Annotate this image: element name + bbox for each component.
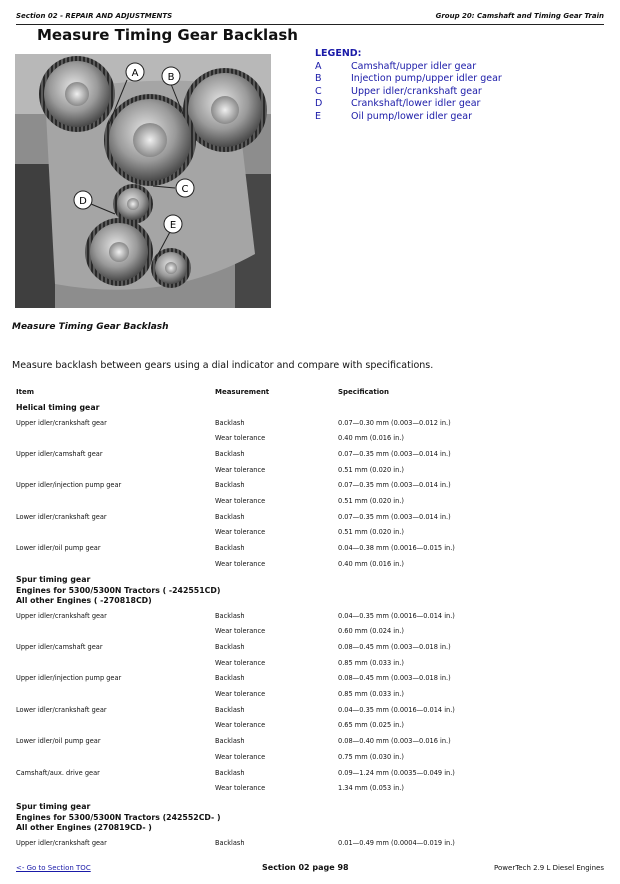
callout-c (176, 179, 194, 197)
item-cell: Upper idler/crankshaft gear (16, 838, 107, 847)
specification-cell: 0.04—0.35 mm (0.0016—0.014 in.) (338, 611, 455, 620)
section-title: Section 02 - REPAIR AND ADJUSTMENTS (16, 12, 173, 20)
svg-text:D: D (79, 196, 87, 207)
specification-cell: 0.51 mm (0.020 in.) (338, 528, 404, 537)
specification-cell: 0.51 mm (0.020 in.) (338, 465, 404, 474)
specification-cell: 0.07—0.30 mm (0.003—0.012 in.) (338, 418, 451, 427)
gear-train-photo (15, 54, 271, 308)
specification-cell: 0.40 mm (0.016 in.) (338, 559, 404, 568)
table-section-title: Helical timing gear (16, 403, 100, 412)
specification-cell: 0.09—1.24 mm (0.0035—0.049 in.) (338, 768, 455, 777)
callout-e (164, 215, 182, 233)
measurement-cell: Backlash (215, 418, 245, 427)
svg-text:A: A (131, 68, 139, 79)
item-cell: Upper idler/crankshaft gear (16, 611, 107, 620)
specification-cell: 0.60 mm (0.024 in.) (338, 627, 404, 636)
measurement-cell: Backlash (215, 544, 245, 553)
specification-cell: 0.51 mm (0.020 in.) (338, 497, 404, 505)
measurement-cell: Backlash (215, 838, 245, 847)
specification-cell: 0.01—0.49 mm (0.0004—0.019 in.) (338, 838, 455, 847)
svg-text:E: E (169, 220, 177, 231)
item-cell: Lower idler/oil pump gear (16, 737, 101, 746)
specification-cell: 0.08—0.40 mm (0.003—0.016 in.) (338, 737, 451, 746)
table-section-title: Spur timing gear Engines for 5300/5300N Tractors (242552CD- ) All other Engines (270819CD- ) (16, 802, 221, 832)
measurement-cell: Wear tolerance (215, 559, 266, 568)
measurement-cell: Wear tolerance (215, 497, 266, 505)
item-cell: Upper idler/camshaft gear (16, 642, 103, 651)
specification-cell: 0.75 mm (0.030 in.) (338, 752, 404, 761)
column-header-item: Item (16, 388, 34, 396)
measurement-cell: Backlash (215, 512, 245, 521)
item-cell: Camshaft/aux. drive gear (16, 768, 100, 777)
legend-item: E Oil pump/lower idler gear (315, 110, 472, 122)
specification-cell: 0.08—0.45 mm (0.003—0.018 in.) (338, 642, 451, 651)
legend (315, 48, 502, 123)
item-cell: Lower idler/crankshaft gear (16, 512, 107, 521)
specification-cell: 0.85 mm (0.033 in.) (338, 658, 404, 667)
section-subtitle: Measure Timing Gear Backlash (12, 322, 169, 332)
column-header-measurement: Measurement (215, 388, 270, 396)
specification-cell: 0.40 mm (0.016 in.) (338, 434, 404, 443)
callout-b (162, 67, 180, 85)
measurement-cell: Wear tolerance (215, 465, 266, 474)
measurement-cell: Wear tolerance (215, 784, 266, 793)
product-name: PowerTech 2.9 L Diesel Engines (494, 864, 604, 872)
legend-item: A Camshaft/upper idler gear (315, 61, 477, 72)
intro-paragraph: Measure backlash between gears using a dial indicator and compare with specifications. (12, 360, 434, 371)
measurement-cell: Wear tolerance (215, 528, 266, 537)
gear-train-illustration (15, 54, 271, 308)
legend-heading: LEGEND: (315, 48, 362, 59)
measurement-cell: Wear tolerance (215, 752, 266, 761)
measurement-cell: Backlash (215, 674, 245, 683)
legend-item: B Injection pump/upper idler gear (315, 73, 502, 85)
item-cell: Upper idler/camshaft gear (16, 449, 103, 458)
item-cell: Upper idler/injection pump gear (16, 674, 122, 683)
measurement-cell: Backlash (215, 481, 245, 490)
legend-item: D Crankshaft/lower idler gear (315, 98, 481, 110)
measurement-cell: Backlash (215, 705, 245, 714)
page-title: Measure Timing Gear Backlash (37, 26, 298, 44)
item-cell: Lower idler/crankshaft gear (16, 705, 107, 714)
page-footer (16, 864, 604, 876)
measurement-cell: Backlash (215, 611, 245, 620)
measurement-cell: Wear tolerance (215, 690, 266, 698)
specification-cell: 0.07—0.35 mm (0.003—0.014 in.) (338, 449, 451, 458)
specification-cell: 0.04—0.38 mm (0.0016—0.015 in.) (338, 544, 455, 553)
svg-text:B: B (167, 72, 175, 83)
item-cell: Lower idler/oil pump gear (16, 544, 101, 553)
legend-item: C Upper idler/crankshaft gear (315, 85, 482, 97)
measurement-cell: Backlash (215, 642, 245, 651)
table-section-title: Spur timing gear Engines for 5300/5300N Tractors ( -242551CD) All other Engines ( -270818CD) (16, 575, 221, 605)
measurement-cell: Backlash (215, 768, 245, 777)
specification-cell: 0.07—0.35 mm (0.003—0.014 in.) (338, 481, 451, 490)
svg-text:C: C (181, 184, 189, 195)
specification-cell: 0.65 mm (0.025 in.) (338, 721, 404, 730)
specification-cell: 0.08—0.45 mm (0.003—0.018 in.) (338, 674, 451, 683)
specification-cell: 0.85 mm (0.033 in.) (338, 690, 404, 698)
item-cell: Upper idler/injection pump gear (16, 481, 122, 490)
page-number: Section 02 page 98 (262, 863, 349, 872)
measurement-cell: Wear tolerance (215, 627, 266, 636)
measurement-cell: Backlash (215, 737, 245, 746)
measurement-cell: Wear tolerance (215, 434, 266, 443)
specification-cell: 0.07—0.35 mm (0.003—0.014 in.) (338, 512, 451, 521)
toc-link[interactable]: <- Go to Section TOC (16, 864, 91, 872)
callout-a (126, 63, 144, 81)
group-title: Group 20: Camshaft and Timing Gear Train (435, 12, 604, 20)
measurement-cell: Backlash (215, 449, 245, 458)
header-rule (16, 24, 604, 25)
specification-cell: 1.34 mm (0.053 in.) (338, 784, 404, 793)
item-cell: Upper idler/crankshaft gear (16, 418, 107, 427)
column-header-specification: Specification (338, 388, 389, 396)
callout-d (74, 191, 92, 209)
specification-cell: 0.04—0.35 mm (0.0016—0.014 in.) (338, 705, 455, 714)
measurement-cell: Wear tolerance (215, 721, 266, 730)
measurement-cell: Wear tolerance (215, 658, 266, 667)
